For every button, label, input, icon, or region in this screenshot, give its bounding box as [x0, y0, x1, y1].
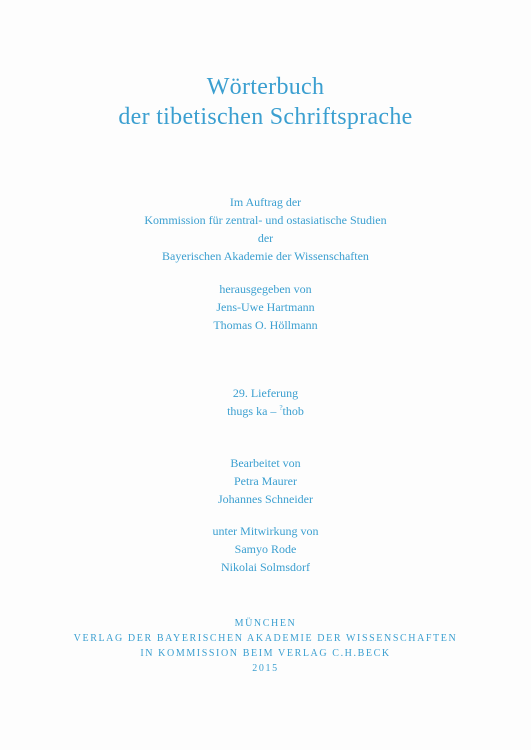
editor-name: Jens-Uwe Hartmann [216, 300, 315, 314]
editors-label: herausgegeben von [219, 282, 312, 296]
commission-line-2: Kommission für zentral- und ostasiatische Studien [144, 213, 387, 227]
author-name: Petra Maurer [234, 474, 297, 488]
publisher-line-2: IN KOMMISSION BEIM VERLAG C.H.BECK [140, 648, 391, 659]
author-name: Johannes Schneider [218, 492, 313, 506]
contributor-name: Samyo Rode [234, 542, 297, 556]
contributors-label: unter Mitwirkung von [212, 524, 319, 538]
commission-line-4: Bayerischen Akademie der Wissenschaften [162, 249, 369, 263]
issue-number: 29. Lieferung [232, 386, 299, 400]
publisher-line-1: VERLAG DER BAYERISCHEN AKADEMIE DER WISSENSCHAFTEN [73, 633, 458, 644]
title-line-1: Wörterbuch [206, 74, 325, 100]
publication-year: 2015 [252, 663, 279, 674]
commission-line-3: der [257, 231, 274, 245]
issue-range-prefix: thugs ka – [227, 404, 280, 418]
issue-range-sup: ? [279, 404, 283, 412]
issue-range-suffix: thob [282, 404, 304, 418]
publisher-city: MÜNCHEN [234, 618, 297, 629]
title-line-2: der tibetischen Schriftsprache [118, 104, 413, 130]
contributor-name: Nikolai Solmsdorf [221, 560, 310, 574]
issue-range [0, 403, 531, 419]
commission-line-1: Im Auftrag der [229, 195, 302, 209]
editor-name: Thomas O. Höllmann [213, 318, 318, 332]
authors-label: Bearbeitet von [230, 456, 301, 470]
